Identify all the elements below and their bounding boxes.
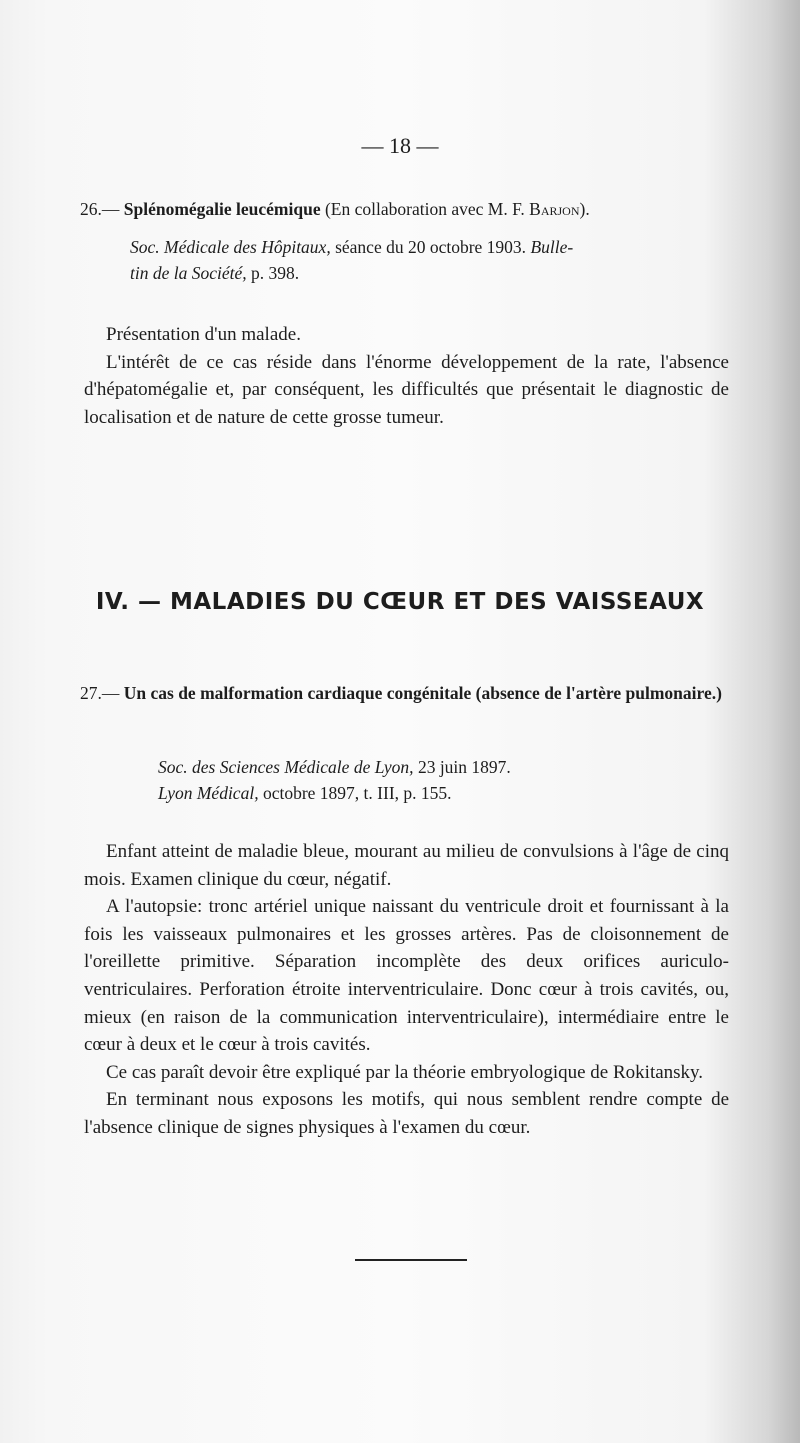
entry-26-collab-prefix: (En collaboration avec M. F.	[324, 199, 525, 219]
entry-27-heading	[80, 680, 728, 706]
paragraph: Enfant atteint de maladie bleue, mourant au milieu de convulsions à l'âge de cinq mois. Examen clinique du cœur, négatif.	[84, 841, 729, 890]
entry-26-collab-name: Barjon	[529, 199, 580, 219]
entry-26-title: Splénomégalie leucémique	[123, 199, 321, 219]
ref-journal-2: Lyon Médical,	[158, 783, 259, 803]
section-heading: IV. — MALADIES DU CŒUR ET DES VAISSEAUX	[95, 589, 705, 615]
paragraph: Présentation d'un malade.	[106, 324, 301, 345]
page-number: — 18 —	[361, 133, 439, 158]
entry-26-number: 26.—	[80, 199, 120, 219]
entry-27-ref-line-2	[158, 780, 758, 806]
paragraph: L'intérêt de ce cas réside dans l'énorme développement de la rate, l'absence d'hépatomégalie et, par conséquent, les difficultés que présentait le diagnostic de localisation et de nature de cette grosse tumeur.	[84, 351, 729, 428]
entry-27-title: Un cas de malformation cardiaque congénitale (absence de l'artère pulmonaire.)	[123, 683, 722, 703]
ref-bulletin: Bulle-	[526, 237, 574, 257]
ref-date-2: octobre 1897, t. III, p. 155.	[258, 783, 452, 803]
ref-date: 23 juin 1897.	[413, 757, 511, 777]
closing-rule	[355, 1259, 467, 1261]
ref-page: p. 398.	[246, 263, 300, 283]
entry-26-heading	[80, 196, 730, 222]
ref-date: séance du 20 octobre 1903.	[330, 237, 527, 257]
ref-journal: Soc. des Sciences Médicale de Lyon,	[158, 757, 414, 777]
paragraph: A l'autopsie: tronc artériel unique naissant du ventricule droit et fournissant à la fois les vaisseaux pulmonaires et les grosses artères. Pas de cloisonnement de l'oreillette primitive. Séparation incomplète des deux orifices auriculo-ventriculaires. Perforation étroite interventriculaire. Donc cœur à trois cavités, ou, mieux (en raison de la communication interventriculaire), intermédiaire entre le cœur à deux et le cœur à trois cavités.	[84, 896, 729, 1056]
entry-26-reference	[130, 234, 730, 286]
entry-26-body	[84, 321, 729, 431]
entry-27-body	[84, 838, 729, 1142]
paragraph: En terminant nous exposons les motifs, qui nous semblent rendre compte de l'absence clinique de signes physiques à l'examen du cœur.	[84, 1089, 729, 1138]
entry-27-ref-line-1	[158, 754, 758, 780]
entry-26-collab-suffix: ).	[579, 199, 590, 219]
entry-27-reference	[158, 754, 758, 806]
ref-society: tin de la Société,	[130, 263, 247, 283]
entry-27-number: 27.—	[80, 683, 120, 703]
entry-26-ref-line-2	[130, 260, 730, 286]
entry-26-ref-line-1	[130, 234, 730, 260]
paragraph: Ce cas paraît devoir être expliqué par la théorie embryologique de Rokitansky.	[106, 1061, 704, 1083]
ref-journal: Soc. Médicale des Hôpitaux,	[130, 237, 331, 257]
